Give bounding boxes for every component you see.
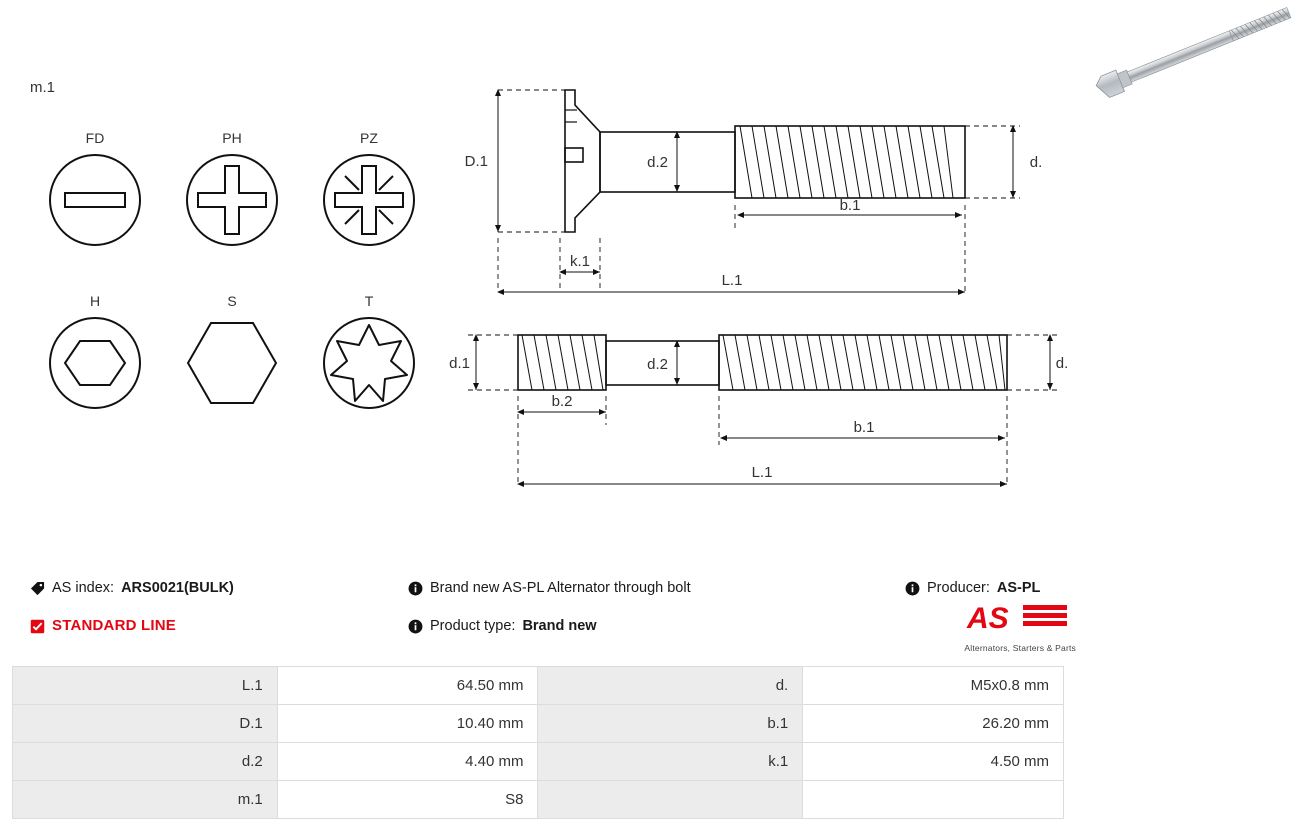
info-column-producer	[905, 578, 1040, 598]
specifications-table	[12, 666, 1064, 819]
spec-key: m.1	[13, 781, 278, 819]
m1-label: m.1	[30, 79, 56, 96]
head-type-fd-label: FD	[85, 130, 105, 146]
head-type-h-label: H	[89, 293, 101, 309]
phillips-head-icon	[184, 152, 280, 248]
head-type-s-label: S	[227, 293, 237, 309]
spec-value: M5x0.8 mm	[803, 667, 1064, 705]
svg-text:d.: d.	[1055, 355, 1069, 372]
table-row	[13, 705, 1064, 743]
info-column-index	[30, 578, 234, 636]
table-row	[13, 667, 1064, 705]
product-photo	[1086, 0, 1306, 110]
table-row	[13, 743, 1064, 781]
as-pl-logo	[964, 600, 1076, 653]
head-type-t-label: T	[364, 293, 374, 309]
spec-key: b.1	[538, 705, 803, 743]
svg-text:b.1: b.1	[853, 419, 875, 436]
spec-value: 4.40 mm	[277, 743, 538, 781]
spec-key: d.	[538, 667, 803, 705]
as-pl-logo-tagline: Alternators, Starters & Parts	[964, 643, 1076, 653]
svg-text:d.1: d.1	[449, 355, 470, 372]
spec-value: 4.50 mm	[803, 743, 1064, 781]
head-type-t	[304, 293, 434, 411]
head-type-ph-label: PH	[222, 130, 242, 146]
as-index-row	[30, 578, 234, 598]
info-column-description	[408, 578, 691, 636]
pozidriv-head-icon	[321, 152, 417, 248]
tag-icon	[30, 581, 45, 596]
torx-head-icon	[321, 315, 417, 411]
svg-text:b.1: b.1	[839, 197, 861, 214]
product-type-value: Brand new	[522, 618, 597, 634]
head-type-ph	[167, 130, 297, 248]
spec-key-empty	[538, 781, 803, 819]
as-index-value: ARS0021(BULK)	[121, 580, 234, 596]
head-type-fd	[30, 130, 160, 248]
info-icon	[905, 581, 920, 596]
hex-head-icon	[184, 315, 280, 411]
head-type-pz	[304, 130, 434, 248]
spec-key: k.1	[538, 743, 803, 781]
producer-row	[905, 578, 1040, 598]
info-icon	[408, 581, 423, 596]
checkbox-checked-icon	[30, 619, 45, 634]
product-type-label: Product type:	[430, 618, 516, 634]
bolt-and-stud-technical-drawing	[440, 60, 1080, 510]
slot-head-icon	[47, 152, 143, 248]
spec-value: 64.50 mm	[277, 667, 538, 705]
spec-value: S8	[277, 781, 538, 819]
svg-text:b.2: b.2	[551, 393, 573, 410]
product-description: Brand new AS-PL Alternator through bolt	[430, 580, 691, 596]
head-type-s	[167, 293, 297, 411]
standard-line-badge: STANDARD LINE	[52, 617, 176, 634]
producer-value: AS-PL	[996, 580, 1041, 596]
head-type-h	[30, 293, 160, 411]
svg-text:AS: AS	[967, 602, 1009, 635]
standard-line-row	[30, 616, 234, 636]
spec-value-empty	[803, 781, 1064, 819]
producer-label: Producer:	[927, 580, 990, 596]
description-row	[408, 578, 691, 598]
spec-key: L.1	[13, 667, 278, 705]
product-info-block	[0, 568, 1316, 664]
spec-value: 10.40 mm	[277, 705, 538, 743]
svg-text:L.1: L.1	[721, 272, 743, 289]
spec-value: 26.20 mm	[803, 705, 1064, 743]
svg-text:L.1: L.1	[751, 464, 773, 481]
svg-text:d.2: d.2	[647, 154, 668, 171]
as-index-label: AS index:	[52, 580, 115, 596]
table-row	[13, 781, 1064, 819]
svg-text:D.1: D.1	[464, 153, 488, 170]
info-icon	[408, 619, 423, 634]
head-type-pz-label: PZ	[360, 130, 378, 146]
spec-key: D.1	[13, 705, 278, 743]
spec-key: d.2	[13, 743, 278, 781]
svg-text:d.2: d.2	[647, 356, 668, 373]
svg-text:d.: d.	[1029, 154, 1043, 171]
product-type-row	[408, 616, 691, 636]
as-pl-logo-mark	[965, 600, 1075, 636]
hex-socket-head-icon	[47, 315, 143, 411]
svg-text:k.1: k.1	[569, 253, 591, 270]
